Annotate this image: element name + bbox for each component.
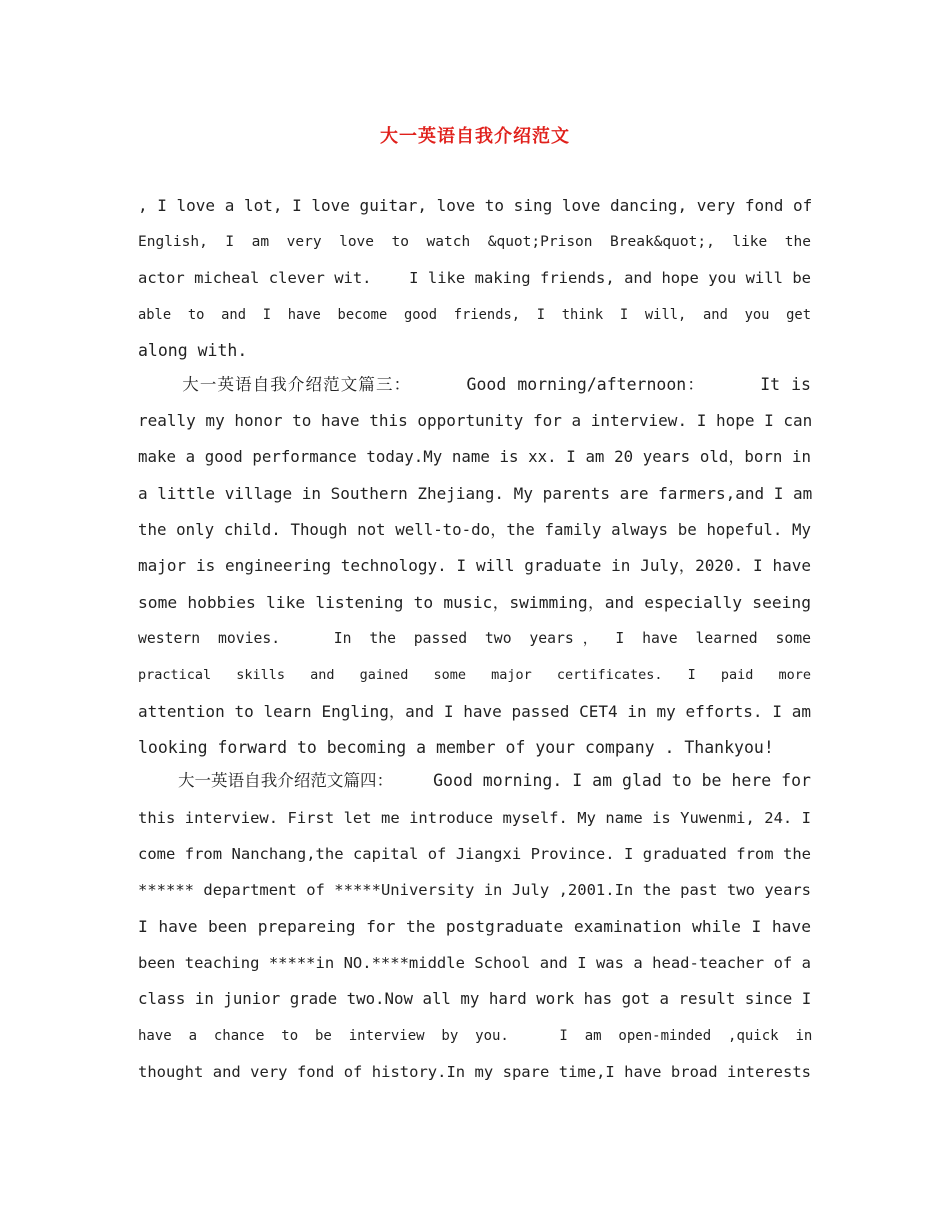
- text-line: the only child. Though not well-to-do，the family always be hopeful. My: [138, 520, 811, 539]
- text-line: ****** department of *****University in July ,2001.In the past two years: [138, 881, 811, 899]
- text-line: actor micheal clever wit. I like making friends, and hope you will be: [138, 269, 811, 287]
- text-line: make a good performance today.My name is xx. I am 20 years old，born in: [138, 447, 811, 466]
- text-line: been teaching *****in NO.****middle School and I was a head-teacher of a: [138, 954, 811, 972]
- text-line: attention to learn Engling，and I have passed CET4 in my efforts. I am: [138, 702, 811, 721]
- text-line: , I love a lot, I love guitar, love to sing love dancing, very fond of: [138, 196, 813, 215]
- text-line: this interview. First let me introduce myself. My name is Yuwenmi, 24. I: [138, 809, 811, 827]
- text-line: able to and I have become good friends, I think I will, and you get: [138, 307, 811, 323]
- text-line: western movies. In the passed two years ， I have learned some: [138, 630, 811, 647]
- text-line: thought and very fond of history.In my spare time,I have broad interests: [138, 1063, 811, 1081]
- text-line: 大一英语自我介绍范文篇四： Good morning. I am glad to be here for: [138, 771, 811, 790]
- text-line: really my honor to have this opportunity for a interview. I hope I can: [138, 411, 813, 430]
- text-line: have a chance to be interview by you. I am open-minded ,quick in: [138, 1028, 813, 1044]
- text-line: looking forward to becoming a member of your company . Thankyou!: [138, 738, 774, 757]
- text-line: I have been prepareing for the postgraduate examination while I have: [138, 917, 811, 936]
- text-line: along with.: [138, 341, 248, 360]
- text-line: practical skills and gained some major certificates. I paid more: [138, 667, 811, 683]
- text-line: 大一英语自我介绍范文篇三： Good morning/afternoon： It is: [138, 375, 811, 394]
- text-line: class in junior grade two.Now all my hard work has got a result since I: [138, 989, 812, 1008]
- text-line: a little village in Southern Zhejiang. My parents are farmers,and I am: [138, 484, 813, 503]
- text-line: English, I am very love to watch &quot;Prison Break&quot;, like the: [138, 234, 811, 250]
- text-line: come from Nanchang,the capital of Jiangxi Province. I graduated from the: [138, 845, 811, 863]
- text-line: major is engineering technology. I will graduate in July，2020. I have: [138, 556, 811, 575]
- text-line: some hobbies like listening to music，swimming，and especially seeing: [138, 593, 811, 612]
- document-title: 大一英语自我介绍范文: [380, 126, 570, 147]
